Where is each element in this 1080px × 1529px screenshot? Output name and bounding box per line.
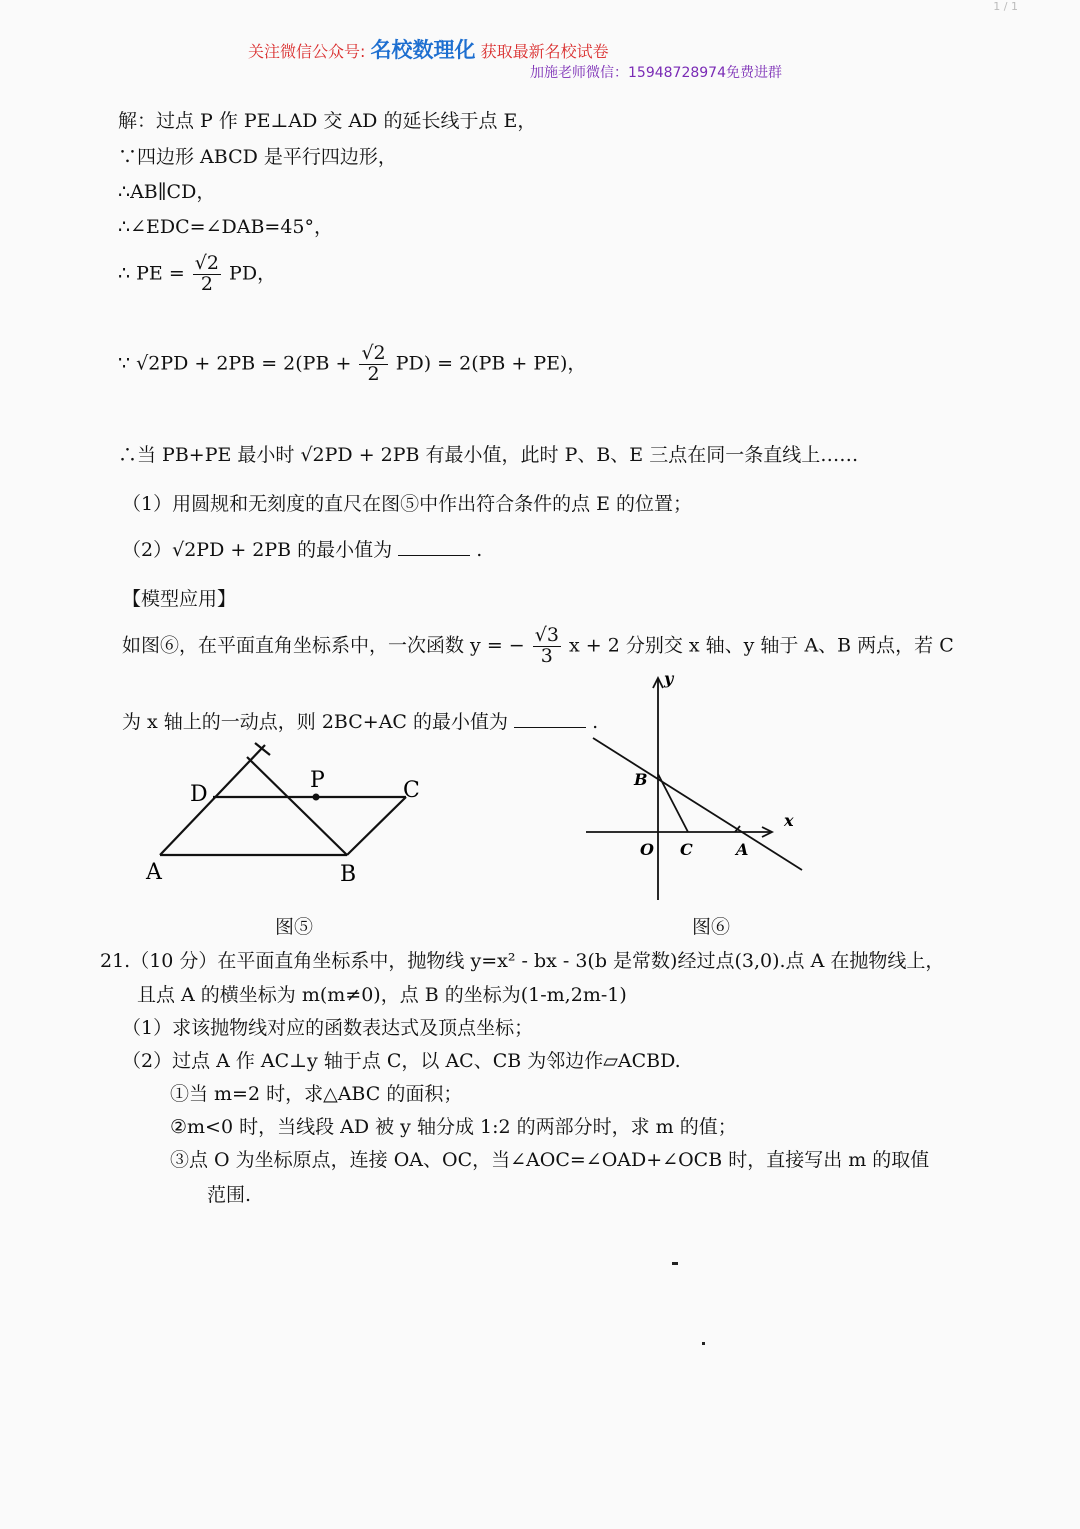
label-c: C (680, 840, 693, 859)
solution-line-6-post: PD) = 2(PB + PE)， (395, 352, 587, 375)
promo-follow-text: 关注微信公众号: (248, 42, 366, 61)
fraction-denominator: 2 (367, 362, 380, 385)
label-a: A (146, 860, 162, 885)
label-c: C (403, 778, 420, 803)
solution-line-3: ∴AB∥CD， (118, 181, 216, 203)
point-p (313, 794, 320, 801)
figure-6-diagram (580, 670, 810, 910)
model-heading: 【模型应用】 (122, 588, 237, 610)
fraction-denominator: 2 (200, 272, 213, 295)
solution-line-7: ∴当 PB+PE 最小时 √2PD + 2PB 有最小值，此时 P、B、E 三点在同一条直线上…… (118, 444, 859, 466)
fraction-sqrt2-over-2 (193, 254, 221, 295)
solution-line-4: ∴∠EDC=∠DAB=45°， (118, 216, 334, 238)
label-x: x (784, 811, 794, 830)
model-line-1-post: x + 2 分别交 x 轴、y 轴于 A、B 两点，若 C (569, 634, 954, 657)
fraction-sqrt3-over-3 (533, 626, 561, 667)
question-2-text: （2）√2PD + 2PB 的最小值为 (122, 539, 393, 561)
solution-line-1: 解：过点 P 作 PE⊥AD 交 AD 的延长线于点 E， (118, 110, 537, 132)
figure-5-caption: 图⑤ (275, 916, 314, 938)
fraction-numerator: √3 (534, 624, 559, 646)
problem-21-line-1: 21.（10 分）在平面直角坐标系中，抛物线 y=x² - bx - 3(b 是常数)经过点(3,0).点 A 在抛物线上， (100, 950, 945, 972)
solution-line-6 (118, 344, 586, 385)
problem-21-line-2: 且点 A 的横坐标为 m(m≠0)，点 B 的坐标为(1-m,2m-1) (137, 984, 627, 1006)
question-2-end: . (476, 539, 483, 561)
promo-header (248, 34, 609, 64)
segment-eb (247, 757, 347, 855)
solution-line-5 (118, 254, 276, 295)
figure-5-diagram (140, 735, 440, 895)
label-b: B (634, 770, 648, 789)
problem-21-sub-1: ①当 m=2 时，求△ABC 的面积； (170, 1083, 463, 1105)
problem-21-sub-3: ③点 O 为坐标原点，连接 OA、OC，当∠AOC=∠OAD+∠OCB 时，直接写出 m 的取值 (170, 1149, 930, 1171)
question-2 (122, 535, 482, 562)
fraction-denominator: 3 (540, 644, 553, 667)
answer-blank (514, 713, 586, 728)
promo-tagline: 获取最新名校试卷 (480, 42, 609, 61)
scan-speck (702, 1342, 705, 1345)
model-line-1-pre: 如图⑥，在平面直角坐标系中，一次函数 y = − (122, 634, 525, 657)
segment-a-extension (160, 745, 265, 855)
model-line-2 (122, 707, 598, 734)
problem-21-sub-2: ②m<0 时，当线段 AD 被 y 轴分成 1:2 的两部分时，求 m 的值； (170, 1116, 737, 1138)
scan-speck (672, 1262, 678, 1265)
fraction-sqrt2-over-2 (359, 344, 387, 385)
label-a: A (736, 840, 749, 859)
label-b: B (340, 862, 357, 887)
solution-line-6-pre: ∵ √2PD + 2PB = 2(PB + (118, 352, 352, 375)
problem-21-part-2: （2）过点 A 作 AC⊥y 轴于点 C，以 AC、CB 为邻边作▱ACBD. (122, 1050, 681, 1072)
solution-line-5-pre: ∴ PE = (118, 262, 185, 285)
line-ab (593, 738, 802, 870)
promo-brand: 名校数理化 (370, 38, 476, 62)
label-y: y (664, 670, 674, 688)
fraction-numerator: √2 (361, 342, 386, 364)
solution-line-5-post: PD， (229, 262, 277, 285)
solution-line-2: ∵四边形 ABCD 是平行四边形， (118, 146, 397, 168)
model-line-2-text: 为 x 轴上的一动点，则 2BC+AC 的最小值为 (122, 711, 508, 733)
label-d: D (190, 782, 208, 807)
segment-bc (347, 797, 406, 855)
problem-21-sub-3-cont: 范围. (207, 1184, 252, 1206)
model-line-2-end: . (592, 711, 599, 733)
answer-blank (398, 541, 470, 556)
label-p: P (310, 768, 325, 793)
promo-contact: 加施老师微信：15948728974免费进群 (530, 65, 782, 81)
fraction-numerator: √2 (194, 252, 219, 274)
model-line-1 (122, 626, 954, 667)
segment-bc (658, 774, 688, 832)
figure-6-caption: 图⑥ (692, 916, 731, 938)
problem-21-part-1: （1）求该抛物线对应的函数表达式及顶点坐标； (122, 1017, 534, 1039)
label-o: O (640, 840, 654, 859)
question-1: （1）用圆规和无刻度的直尺在图⑤中作出符合条件的点 E 的位置； (122, 493, 693, 515)
page-corner-mark: 1 / 1 (993, 0, 1018, 13)
